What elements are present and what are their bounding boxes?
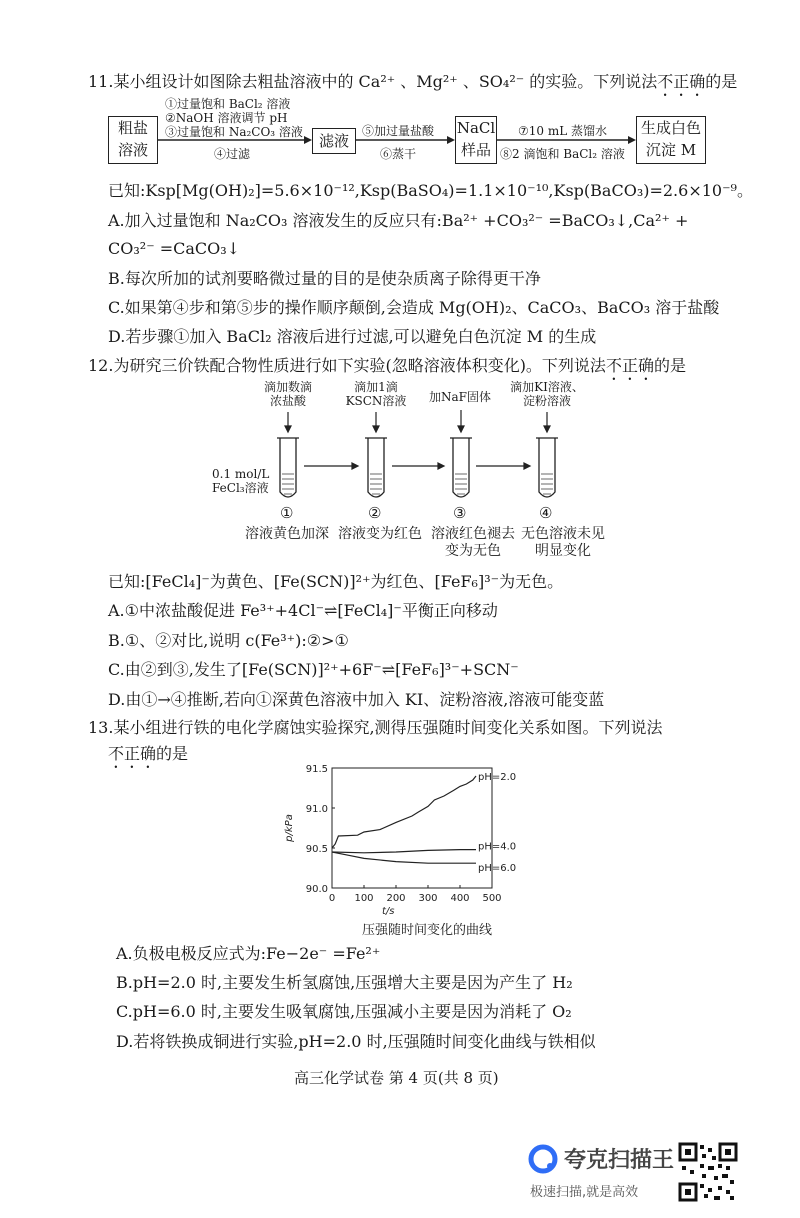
reagent-1: 滴加数滴 浓盐酸 (263, 380, 312, 408)
q11-option-b: B.每次所加的试剂要略微过量的目的是使杂质离子除得更干净 (108, 269, 541, 288)
tube-label: 0.1 mol/L FeCl₃溶液 (212, 467, 270, 495)
reagent-4: 滴加KI溶液、 淀粉溶液 (510, 380, 584, 408)
box-filtrate: 滤液 (312, 128, 356, 154)
x-tick-label: 300 (418, 893, 438, 904)
q11-option-a: A.加入过量饱和 Na₂CO₃ 溶液发生的反应只有:Ba²⁺ +CO₃²⁻ =BaCO₃↓,Ca²⁺ + (108, 211, 689, 230)
test-tube-4 (539, 438, 555, 497)
reagent-2: 滴加1滴 KSCN溶液 (345, 380, 407, 408)
y-tick-label: 90.5 (305, 844, 328, 855)
step-label-1: ①过量饱和 BaCl₂ 溶液 (165, 97, 291, 111)
q12-option-c: C.由②到③,发生了[Fe(SCN)]²⁺+6F⁻⇌[FeF₆]³⁻+SCN⁻ (108, 660, 519, 679)
q12-known: 已知:[FeCl₄]⁻为黄色、[Fe(SCN)]²⁺为红色、[FeF₆]³⁻为无色。 (108, 572, 564, 591)
brand-logo-icon (528, 1144, 558, 1174)
step-label-5: ⑤加过量盐酸 (362, 124, 435, 138)
test-tube-2 (368, 438, 384, 497)
q12-stem: 12.为研究三价铁配合物性质进行如下实验(忽略溶液体积变化)。下列说法不正确的是 (88, 356, 686, 375)
q13-option-a: A.负极电极反应式为:Fe−2e⁻ =Fe²⁺ (116, 944, 381, 963)
series-line-pH=4.0 (332, 850, 476, 853)
x-tick-label: 500 (482, 893, 502, 904)
plot-frame (332, 768, 492, 888)
q12-option-b: B.①、②对比,说明 c(Fe³⁺):②>① (108, 631, 349, 650)
x-tick-label: 0 (328, 893, 336, 904)
box-white-precipitate: 生成白色 沉淀 M (636, 116, 706, 164)
chart-title: 压强随时间变化的曲线 (362, 923, 493, 938)
step-label-8: ⑧2 滴饱和 BaCl₂ 溶液 (500, 147, 625, 161)
scanner-logo (528, 1143, 674, 1174)
series-line-pH=6.0 (332, 852, 476, 863)
observation-4: 无色溶液未见 明显变化 (521, 526, 605, 559)
q12-option-a: A.①中浓盐酸促进 Fe³⁺+4Cl⁻⇌[FeCl₄]⁻平衡正向移动 (108, 601, 498, 620)
q11-option-a-cont: CO₃²⁻ =CaCO₃↓ (108, 239, 241, 258)
q11-option-d: D.若步骤①加入 BaCl₂ 溶液后进行过滤,可以避免白色沉淀 M 的生成 (108, 327, 597, 346)
test-tube-1 (280, 438, 296, 497)
reagent-3: 加NaF固体 (429, 390, 491, 404)
observation-1: 溶液黄色加深 (245, 526, 329, 542)
step-label-4: ④过滤 (214, 147, 251, 161)
box-crude-salt: 粗盐 溶液 (108, 116, 158, 164)
step-label-2: ②NaOH 溶液调节 pH (165, 111, 288, 125)
series-label: pH=2.0 (478, 772, 517, 783)
q13-option-c: C.pH=6.0 时,主要发生吸氧腐蚀,压强减小主要是因为消耗了 O₂ (116, 1002, 572, 1021)
q12-option-d: D.由①→④推断,若向①深黄色溶液中加入 KI、淀粉溶液,溶液可能变蓝 (108, 690, 605, 709)
step-label-3: ③过量饱和 Na₂CO₃ 溶液 (165, 125, 303, 139)
box-nacl-sample: NaCl 样品 (455, 116, 497, 164)
series-label: pH=6.0 (478, 863, 517, 875)
x-tick-label: 200 (386, 893, 406, 904)
q13-stem-line2: 不正确的是 (108, 744, 189, 763)
tube-number-2: ② (368, 504, 382, 522)
page-footer: 高三化学试卷 第 4 页(共 8 页) (294, 1069, 499, 1087)
series-label: pH=4.0 (478, 841, 517, 853)
qr-code-icon (678, 1142, 738, 1202)
y-tick-label: 91.5 (305, 764, 328, 775)
q13-stem: 13.某小组进行铁的电化学腐蚀实验探究,测得压强随时间变化关系如图。下列说法 (88, 718, 663, 737)
q11-option-c: C.如果第④步和第⑤步的操作顺序颠倒,会造成 Mg(OH)₂、CaCO₃、BaCO₃ 溶于盐酸 (108, 298, 720, 317)
observation-2: 溶液变为红色 (338, 526, 422, 542)
y-axis-label: p/kPa (284, 814, 295, 842)
brand-slogan: 极速扫描,就是高效 (530, 1185, 639, 1200)
test-tube-diagram (0, 0, 800, 520)
observation-3: 溶液红色褪去 变为无色 (431, 526, 515, 559)
tube-number-1: ① (280, 504, 294, 522)
step-label-7: ⑦10 mL 蒸馏水 (518, 124, 608, 138)
y-tick-label: 90.0 (305, 884, 328, 895)
step-label-6: ⑥蒸干 (380, 147, 417, 161)
y-tick-label: 91.0 (305, 804, 328, 815)
q13-option-d: D.若将铁换成铜进行实验,pH=2.0 时,压强随时间变化曲线与铁相似 (116, 1032, 596, 1051)
q11-known: 已知:Ksp[Mg(OH)₂]=5.6×10⁻¹²,Ksp(BaSO₄)=1.1×10⁻¹⁰,Ksp(BaCO₃)=2.6×10⁻⁹。 (108, 181, 753, 200)
series-line-pH=2.0 (332, 776, 476, 848)
pressure-chart (260, 760, 540, 940)
brand-name: 夸克扫描王 (564, 1148, 675, 1173)
tube-number-3: ③ (453, 504, 467, 522)
x-axis-label: t/s (382, 906, 395, 917)
q11-stem: 11.某小组设计如图除去粗盐溶液中的 Ca²⁺ 、Mg²⁺ 、SO₄²⁻ 的实验。下列说法不正确的是 (88, 72, 738, 91)
test-tube-3 (453, 438, 469, 497)
q13-option-b: B.pH=2.0 时,主要发生析氢腐蚀,压强增大主要是因为产生了 H₂ (116, 973, 573, 992)
tube-number-4: ④ (539, 504, 553, 522)
x-tick-label: 400 (450, 893, 470, 904)
x-tick-label: 100 (354, 893, 374, 904)
